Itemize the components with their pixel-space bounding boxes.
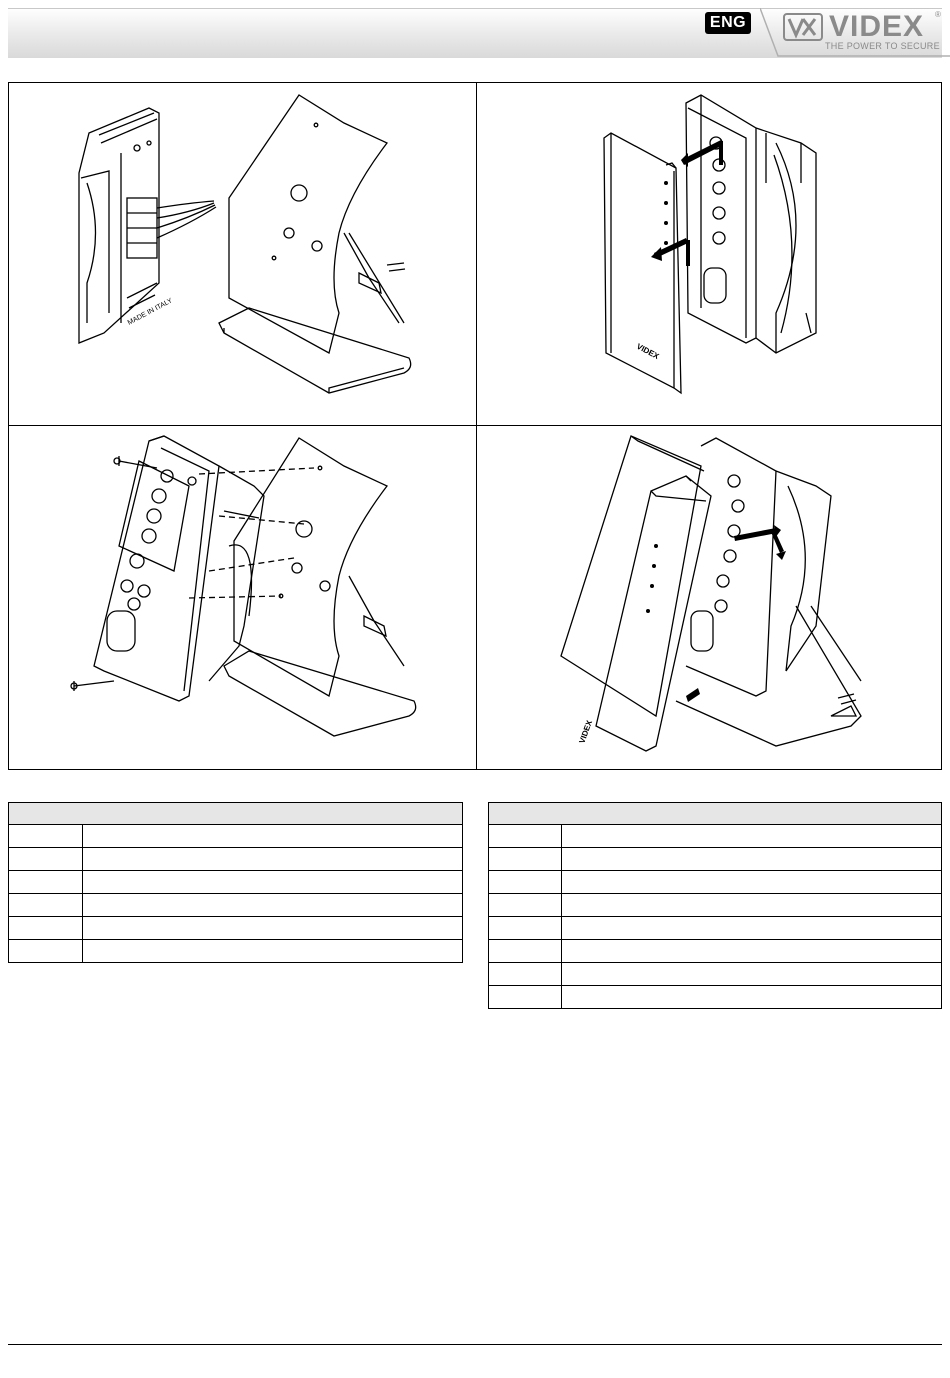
cable-and-stand-drawing [9, 83, 476, 425]
figure-step-3 [9, 426, 476, 768]
table-row [9, 917, 463, 940]
figure-step-2 [476, 83, 943, 425]
table-cell [489, 825, 562, 848]
table-cell [562, 940, 942, 963]
table-cell [9, 825, 83, 848]
videx-mark-icon [783, 13, 823, 41]
table-cell [83, 848, 463, 871]
table-cell [489, 894, 562, 917]
table-cell [83, 894, 463, 917]
refit-front-cover-drawing [476, 426, 943, 768]
table-row [9, 894, 463, 917]
table-right-header [489, 803, 942, 825]
table-cell [83, 940, 463, 963]
made-in-label: MADE IN ITALY [126, 297, 174, 327]
table-row [489, 894, 942, 917]
figure-step-4 [476, 426, 943, 768]
table-cell [489, 986, 562, 1009]
language-badge: ENG [705, 12, 751, 34]
table-cell [562, 825, 942, 848]
table-left [8, 802, 463, 963]
table-cell [9, 940, 83, 963]
table-cell [489, 940, 562, 963]
table-right [488, 802, 942, 1009]
front-cover-removal-drawing [476, 83, 943, 425]
brand-name: VIDEX [829, 10, 925, 43]
registered-mark: ® [935, 10, 941, 19]
table-row [489, 848, 942, 871]
table-cell [83, 917, 463, 940]
brand-logo [783, 10, 943, 54]
brand-tagline: THE POWER TO SECURE [825, 41, 940, 51]
table-cell [9, 848, 83, 871]
table-cell [489, 963, 562, 986]
table-row [9, 940, 463, 963]
footer-rule [8, 1344, 942, 1345]
table-cell [9, 917, 83, 940]
table-cell [562, 963, 942, 986]
table-cell [489, 871, 562, 894]
table-row [9, 825, 463, 848]
table-cell [9, 871, 83, 894]
table-cell [489, 917, 562, 940]
table-cell [489, 848, 562, 871]
table-left-header [9, 803, 463, 825]
table-row [489, 986, 942, 1009]
table-row [9, 848, 463, 871]
table-row [489, 825, 942, 848]
table-cell [83, 871, 463, 894]
table-row [489, 963, 942, 986]
front-logo-refit: VIDEX [577, 719, 595, 745]
table-cell [9, 894, 83, 917]
table-row [9, 871, 463, 894]
table-row [489, 940, 942, 963]
table-row [489, 917, 942, 940]
table-cell [83, 825, 463, 848]
screw-fixing-drawing [9, 426, 476, 768]
table-row [489, 871, 942, 894]
table-cell [562, 894, 942, 917]
table-cell [562, 917, 942, 940]
front-logo: VIDEX [635, 341, 661, 362]
table-cell [562, 986, 942, 1009]
figure-step-1 [9, 83, 476, 425]
figure-grid [8, 82, 942, 770]
table-cell [562, 871, 942, 894]
table-cell [562, 848, 942, 871]
